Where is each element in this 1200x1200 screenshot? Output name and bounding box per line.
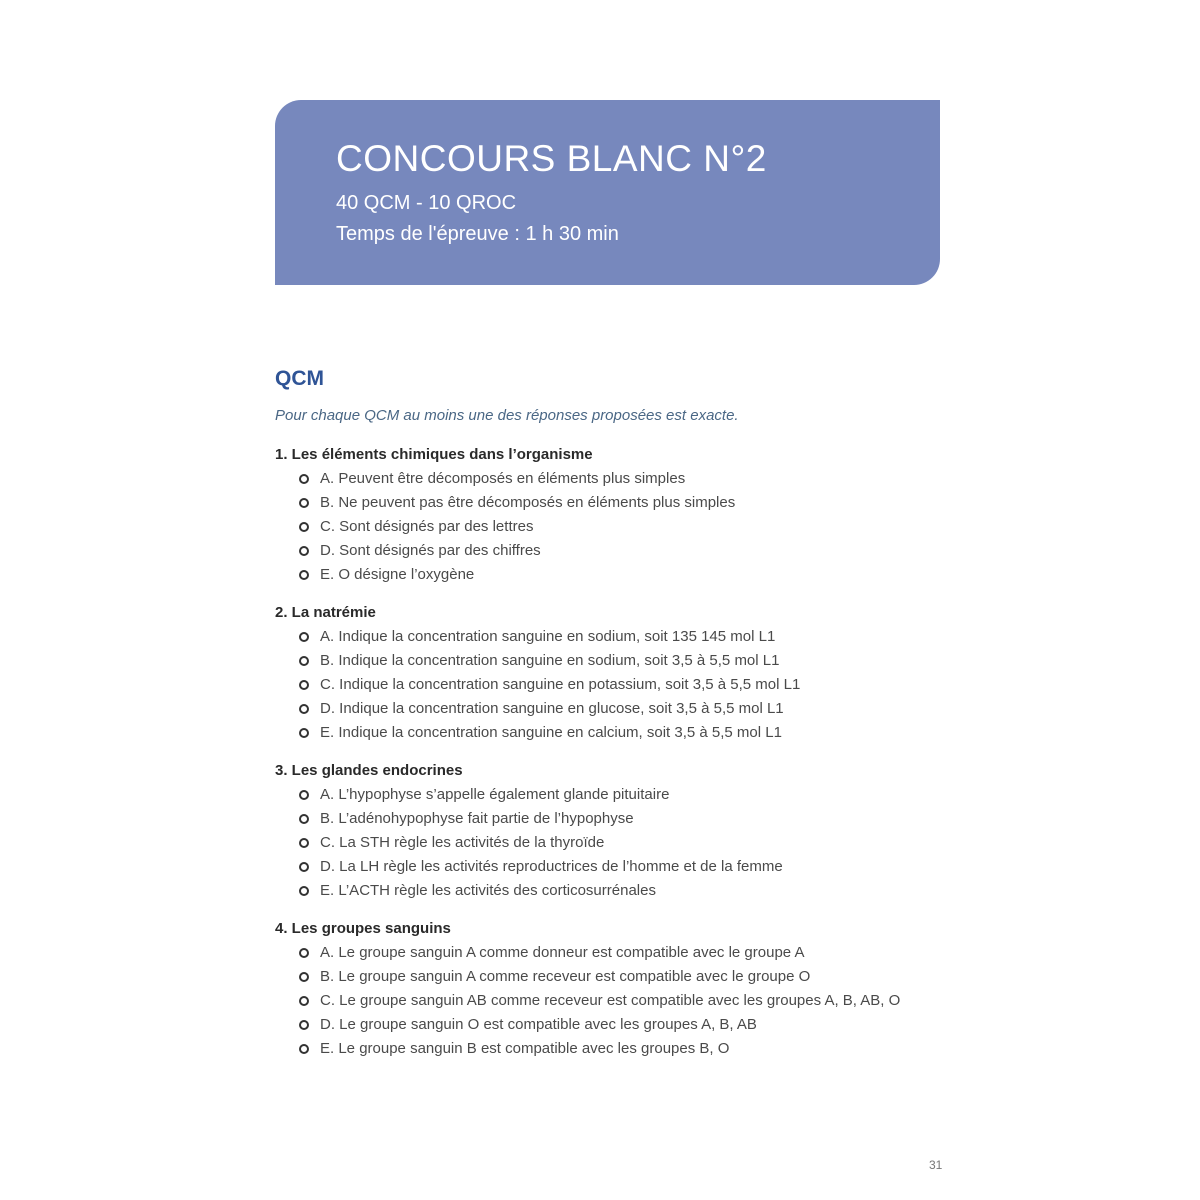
option-label: B. Ne peuvent pas être décomposés en éléments plus simples: [320, 494, 736, 511]
radio-circle-icon[interactable]: [299, 728, 309, 738]
option-list: [275, 467, 955, 587]
option-b[interactable]: [299, 807, 955, 831]
option-list: [275, 941, 955, 1061]
option-c[interactable]: [299, 673, 955, 697]
option-list: [275, 783, 955, 903]
option-b[interactable]: [299, 491, 955, 515]
radio-circle-icon[interactable]: [299, 886, 309, 896]
question-list: [275, 443, 955, 1061]
title-banner: [275, 100, 940, 285]
radio-circle-icon[interactable]: [299, 498, 309, 508]
option-label: A. Le groupe sanguin A comme donneur est compatible avec le groupe A: [320, 944, 805, 961]
option-e[interactable]: [299, 721, 955, 745]
option-c[interactable]: [299, 831, 955, 855]
radio-circle-icon[interactable]: [299, 1020, 309, 1030]
question-title: 1. Les éléments chimiques dans l’organisme: [275, 446, 593, 463]
option-b[interactable]: [299, 649, 955, 673]
option-b[interactable]: [299, 965, 955, 989]
radio-circle-icon[interactable]: [299, 972, 309, 982]
question-2: [275, 601, 955, 745]
qcm-section: [275, 364, 955, 1075]
question-1: [275, 443, 955, 587]
question-title: 4. Les groupes sanguins: [275, 920, 451, 937]
radio-circle-icon[interactable]: [299, 1044, 309, 1054]
option-c[interactable]: [299, 989, 955, 1013]
option-e[interactable]: [299, 563, 955, 587]
page-number: 31: [929, 1158, 943, 1172]
option-label: E. L’ACTH règle les activités des corticosurrénales: [320, 882, 656, 899]
exam-format: 40 QCM - 10 QROC: [336, 192, 517, 214]
option-label: B. L’adénohypophyse fait partie de l’hypophyse: [320, 810, 634, 827]
radio-circle-icon[interactable]: [299, 814, 309, 824]
radio-circle-icon[interactable]: [299, 680, 309, 690]
radio-circle-icon[interactable]: [299, 656, 309, 666]
radio-circle-icon[interactable]: [299, 790, 309, 800]
option-label: A. L’hypophyse s’appelle également glande pituitaire: [320, 786, 670, 803]
option-label: C. La STH règle les activités de la thyroïde: [320, 834, 605, 851]
question-title: 2. La natrémie: [275, 604, 376, 621]
option-d[interactable]: [299, 697, 955, 721]
option-label: D. Le groupe sanguin O est compatible avec les groupes A, B, AB: [320, 1016, 757, 1033]
option-label: E. O désigne l’oxygène: [320, 566, 475, 583]
section-title: QCM: [275, 367, 324, 390]
option-label: A. Indique la concentration sanguine en sodium, soit 135 145 mol L1: [320, 628, 776, 645]
option-d[interactable]: [299, 539, 955, 563]
radio-circle-icon[interactable]: [299, 838, 309, 848]
section-instruction: Pour chaque QCM au moins une des réponses proposées est exacte.: [275, 407, 739, 424]
option-a[interactable]: [299, 467, 955, 491]
option-d[interactable]: [299, 1013, 955, 1037]
option-list: [275, 625, 955, 745]
option-a[interactable]: [299, 941, 955, 965]
option-label: C. Indique la concentration sanguine en potassium, soit 3,5 à 5,5 mol L1: [320, 676, 801, 693]
radio-circle-icon[interactable]: [299, 948, 309, 958]
option-c[interactable]: [299, 515, 955, 539]
question-4: [275, 917, 955, 1061]
option-label: C. Le groupe sanguin AB comme receveur est compatible avec les groupes A, B, AB, O: [320, 992, 901, 1009]
option-label: D. Indique la concentration sanguine en glucose, soit 3,5 à 5,5 mol L1: [320, 700, 784, 717]
option-label: E. Indique la concentration sanguine en calcium, soit 3,5 à 5,5 mol L1: [320, 724, 782, 741]
option-label: A. Peuvent être décomposés en éléments plus simples: [320, 470, 686, 487]
radio-circle-icon[interactable]: [299, 522, 309, 532]
option-e[interactable]: [299, 1037, 955, 1061]
option-a[interactable]: [299, 783, 955, 807]
radio-circle-icon[interactable]: [299, 704, 309, 714]
radio-circle-icon[interactable]: [299, 474, 309, 484]
option-label: D. Sont désignés par des chiffres: [320, 542, 541, 559]
question-3: [275, 759, 955, 903]
option-label: E. Le groupe sanguin B est compatible avec les groupes B, O: [320, 1040, 730, 1057]
exam-duration: Temps de l'épreuve : 1 h 30 min: [336, 223, 619, 245]
radio-circle-icon[interactable]: [299, 996, 309, 1006]
option-a[interactable]: [299, 625, 955, 649]
option-label: B. Indique la concentration sanguine en sodium, soit 3,5 à 5,5 mol L1: [320, 652, 780, 669]
radio-circle-icon[interactable]: [299, 632, 309, 642]
radio-circle-icon[interactable]: [299, 546, 309, 556]
radio-circle-icon[interactable]: [299, 570, 309, 580]
option-d[interactable]: [299, 855, 955, 879]
radio-circle-icon[interactable]: [299, 862, 309, 872]
exam-title: CONCOURS BLANC N°2: [336, 138, 767, 179]
option-label: C. Sont désignés par des lettres: [320, 518, 534, 535]
question-title: 3. Les glandes endocrines: [275, 762, 463, 779]
option-label: B. Le groupe sanguin A comme receveur est compatible avec le groupe O: [320, 968, 811, 985]
option-label: D. La LH règle les activités reproductrices de l’homme et de la femme: [320, 858, 783, 875]
option-e[interactable]: [299, 879, 955, 903]
